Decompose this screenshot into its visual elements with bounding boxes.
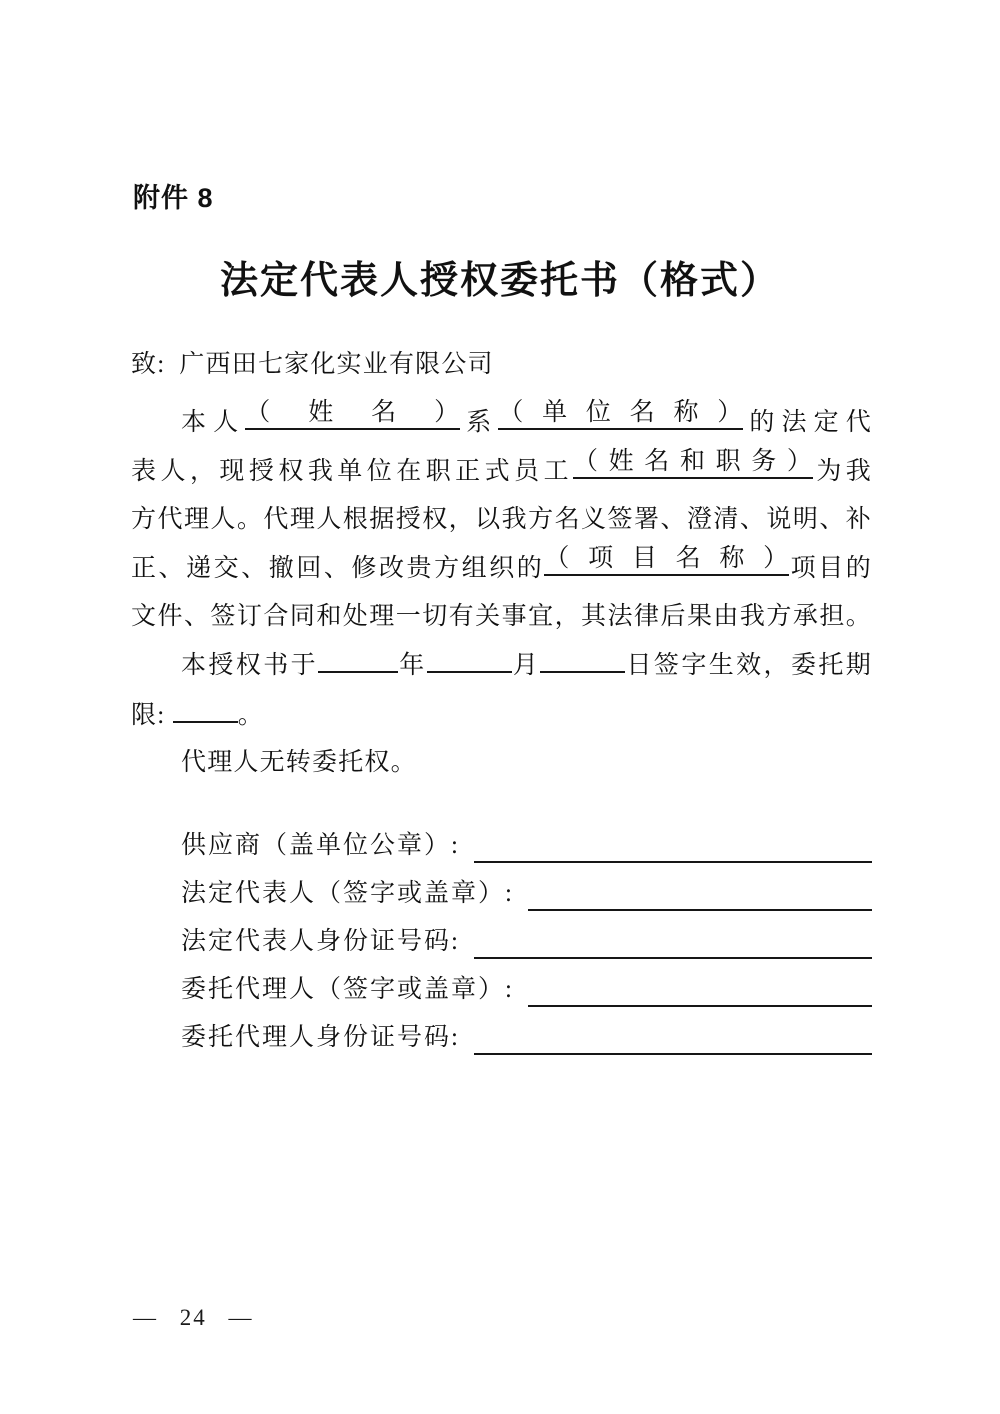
signature-label: 委托代理人（签字或盖章）: [181, 976, 514, 1003]
text-run: 日签字生效，委托期 [625, 652, 872, 679]
signature-block [131, 822, 872, 1062]
signature-blank-line [474, 1023, 872, 1055]
text-run: 方代理人。代理人根据授权，以我方名义签署、澄清、说明、补 [131, 505, 872, 533]
text-run: 月 [511, 652, 541, 679]
page-number: — 24 — [133, 1305, 254, 1330]
blank-field: （项目名称） [544, 543, 789, 576]
text-run: 系 [460, 408, 499, 436]
signature-row-legal-rep-id [131, 918, 872, 966]
text-run: 年 [398, 652, 427, 679]
signature-row-legal-rep-signature [131, 870, 872, 918]
blank-field: （姓名） [245, 397, 460, 430]
signature-blank-line [528, 975, 872, 1007]
signature-blank-line [474, 831, 872, 863]
text-line [131, 543, 872, 593]
text-run: 本授权书于 [181, 652, 319, 679]
blank-field [427, 640, 512, 673]
blank-field [173, 690, 238, 723]
signature-row-agent-id [131, 1014, 872, 1062]
text-line [131, 496, 872, 544]
salutation-company: 广西田七家化实业有限公司 [179, 351, 494, 378]
text-line [131, 397, 872, 447]
signature-label: 法定代表人身份证号码: [181, 928, 460, 955]
text-run: 限: [131, 701, 173, 729]
text-run: 为我 [813, 458, 872, 485]
paragraph-no-subdelegation [131, 739, 872, 787]
signature-row-supplier [131, 822, 872, 870]
signature-blank-line [528, 879, 872, 911]
text-run: 文件、签订合同和处理一切有关事宜，其法律后果由我方承担。 [131, 602, 872, 630]
salutation-prefix: 致: [131, 351, 166, 378]
blank-field: （单位名称） [498, 397, 743, 430]
text-line [131, 593, 872, 641]
text-run: 代理人无转委托权。 [181, 749, 417, 776]
text-run: 正、递交、撤回、修改贵方组织的 [131, 555, 545, 582]
signature-label: 法定代表人（签字或盖章）: [181, 880, 514, 907]
signature-label: 委托代理人身份证号码: [181, 1024, 460, 1051]
blank-field [318, 640, 398, 673]
text-line [131, 739, 872, 787]
text-run: 。 [237, 701, 264, 729]
blank-field [540, 640, 625, 673]
signature-blank-line [474, 927, 872, 959]
attachment-label: 附件 8 [133, 183, 214, 213]
document-title: 法定代表人授权委托书（格式） [219, 260, 780, 302]
text-run: 表人，现授权我单位在职正式员工 [131, 458, 574, 485]
signature-label: 供应商（盖单位公章）: [181, 832, 460, 859]
blank-field: （姓名和职务） [573, 446, 813, 479]
text-line [131, 690, 872, 740]
text-run: 项目的 [789, 555, 872, 582]
document-body [131, 341, 872, 787]
signature-row-agent-signature [131, 966, 872, 1014]
text-line [131, 640, 872, 690]
paragraph-authorization [131, 397, 872, 641]
text-run: 的法定代 [743, 408, 872, 436]
paragraph-effective-date [131, 640, 872, 739]
text-line [131, 446, 872, 496]
text-run: 本人 [181, 408, 246, 436]
salutation-line [131, 341, 872, 389]
